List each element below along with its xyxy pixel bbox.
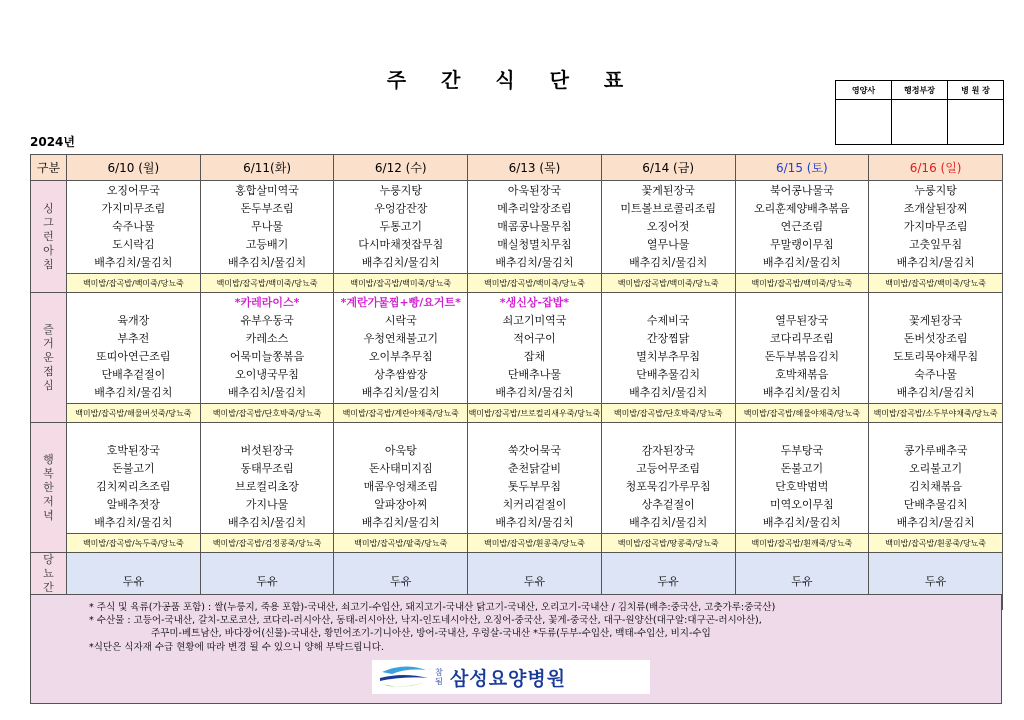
day-header: 6/10 (월) [67,155,201,181]
dish-item: 오이부추무침 [368,350,433,363]
dish-item: 홍합살미역국 [235,184,299,197]
dish-item: 배추김치/물김치 [762,256,841,269]
note-origin-staple: * 주식 및 육류(가공품 포함) : 쌀(누룽지, 죽용 포함)-국내산, 쇠고기-수입산, 돼지고기-국내산 닭고기-국내산, 오리고기-국내산 / 김치류(배추:중국산, 고춧가루:중국산) [89,602,776,613]
snack-cell: 두유 [67,553,201,610]
dish-item: 김치채볶음 [909,480,963,493]
dish-item: 배추김치/물김치 [495,256,574,269]
meal-row [31,181,1003,274]
meal-row [31,423,1003,534]
menu-cell [200,423,334,534]
dish-item: 또띠아연근조림 [96,350,171,363]
staple-cell: 백미밥/잡곡밥/땅콩죽/당뇨죽 [601,534,735,553]
note-change-notice: *식단은 식자재 수급 현황에 따라 변경 될 수 있으니 양해 부탁드립니다. [89,642,384,653]
dish-item: 배추김치/물김치 [495,516,574,529]
staple-cell: 백미밥/잡곡밥/단호박죽/당뇨죽 [601,404,735,423]
dish-item: 배추김치/물김치 [228,516,307,529]
dish-item: 배추김치/물김치 [896,386,975,399]
dish-item: 수제비국 [646,314,690,327]
menu-cell [334,293,468,404]
dish-item: 고등어무조림 [636,462,701,475]
dish-item: 육개장 [117,314,150,327]
dish-item: 알배추젓장 [106,498,160,511]
menu-cell [468,293,602,404]
dish-item: 쇠고기미역국 [502,314,567,327]
dish-item: 오징어젓 [646,220,690,233]
staple-row [31,534,1003,553]
dish-item: 도토리묵야채무침 [893,350,979,363]
logo-name: 삼성요양병원 [450,667,567,690]
staple-cell: 백미밥/잡곡밥/브로컬리새우죽/당뇨죽 [468,404,602,423]
menu-cell [869,423,1003,534]
dish-item: 배추김치/물김치 [94,256,173,269]
day-header: 6/11(화) [200,155,334,181]
menu-cell [334,181,468,274]
dish-item: 카레소스 [245,332,289,345]
dish-item: 오리불고기 [909,462,963,475]
dish-item: 호박채볶음 [775,368,829,381]
dish-item: 배추김치/물김치 [228,256,307,269]
dish-item: 북어콩나물국 [769,184,834,197]
dish-item: 무나물 [251,220,283,233]
dish-item: 오리훈제양배추볶음 [754,202,850,215]
menu-cell [735,293,869,404]
dish-item: 단배추물김치 [903,498,968,511]
day-header: 6/13 (목) [468,155,602,181]
dish-item: 잡채 [523,350,546,363]
dish-item: 매실청멸치무침 [497,238,572,251]
dish-item: 고춧잎무침 [909,238,963,251]
meal-label: 싱그런아침 [31,181,67,293]
staple-cell: 백미밥/잡곡밥/해물버섯죽/당뇨죽 [67,404,201,423]
dish-item: 연근조림 [780,220,824,233]
dish-item: 배추김치/물김치 [361,386,440,399]
dish-item: 미트볼브로콜리조림 [620,202,716,215]
dish-item: 꽃게된장국 [641,184,695,197]
meal-row [31,293,1003,404]
dish-item: 두부탕국 [780,444,824,457]
dish-item: 배추김치/물김치 [762,386,841,399]
menu-cell [601,181,735,274]
dish-item: 무말랭이무침 [769,238,834,251]
dish-item: 돈불고기 [112,462,155,475]
note-origin-seafood: * 수산물 : 고등어-국내산, 갈치-모로코산, 코다리-러시아산, 동태-러시아산, 낙지-인도네시아산, 오징어-중국산, 꽃게-중국산, 대구-원양산(대구알:대구곤-러시아산), [89,615,762,626]
dish-item: 도시락김 [112,238,155,251]
dish-item: 콩가루배추국 [903,444,968,457]
menu-cell [67,181,201,274]
menu-cell [869,181,1003,274]
snack-cell: 두유 [869,553,1003,610]
dish-item: 멸치부추무침 [636,350,701,363]
approval-box [835,80,1004,145]
dish-item: 배추김치/물김치 [629,256,708,269]
dish-item: 단배추나물 [507,368,562,381]
staple-row [31,404,1003,423]
dish-item: 호박된장국 [106,444,160,457]
menu-cell [735,181,869,274]
dish-item: 배추김치/물김치 [896,256,975,269]
staple-cell: 백미밥/잡곡밥/백미죽/당뇨죽 [334,274,468,293]
staple-cell: 백미밥/잡곡밥/흰콩죽/당뇨죽 [869,534,1003,553]
dish-item: 배추김치/물김치 [361,256,440,269]
approval-admin: 행정부장 [892,81,948,100]
menu-cell [468,181,602,274]
dish-item: 단배추겉절이 [101,368,166,381]
hospital-logo [372,660,650,694]
dish-item: 배추김치/물김치 [495,386,574,399]
dish-item: 배추김치/물김치 [94,516,173,529]
dish-item: 단호박범벅 [775,480,829,493]
menu-cell [601,293,735,404]
dish-item: 배추김치/물김치 [762,516,841,529]
dish-item: 누룽지탕 [379,184,423,197]
dish-item: 아욱된장국 [507,184,562,197]
dish-item: 부추전 [117,332,150,345]
dish-item: 숙주나물 [914,368,957,381]
dish-item: 유부우동국 [240,314,294,327]
dish-item: 미역오이무침 [769,498,834,511]
dish-item: 가지마무조림 [903,220,968,233]
header-label: 구분 [31,155,67,181]
dish-item: 매콤우엉채조림 [363,480,438,493]
dish-item: 상추겉절이 [641,498,695,511]
signature-cell [892,100,948,145]
approval-dietitian: 영양사 [836,81,892,100]
menu-cell [735,423,869,534]
dish-item: 감자된장국 [641,444,695,457]
staple-cell: 백미밥/잡곡밥/흰콩죽/당뇨죽 [468,534,602,553]
menu-cell [67,423,201,534]
signature-cell [948,100,1004,145]
menu-cell [601,423,735,534]
dish-item: 열무나물 [646,238,690,251]
staple-cell: 백미밥/잡곡밥/흰깨죽/당뇨죽 [735,534,869,553]
staple-cell: 백미밥/잡곡밥/백미죽/당뇨죽 [869,274,1003,293]
dish-item: 꽃게된장국 [909,314,963,327]
dish-item: 매콤콩나물무침 [497,220,572,233]
header-row [31,155,1003,181]
s-swoosh-icon [378,664,430,690]
dish-item: 쑥갓어묵국 [507,444,562,457]
snack-cell: 두유 [468,553,602,610]
dish-item: 돈두부조림 [240,202,294,215]
staple-cell: 백미밥/잡곡밥/검정콩죽/당뇨죽 [200,534,334,553]
dish-item: 돈두부볶음김치 [764,350,840,363]
dish-item: 열무된장국 [775,314,829,327]
menu-cell [200,181,334,274]
dish-item: 시락국 [384,314,417,327]
dish-item: 적어구이 [513,332,556,345]
snack-cell: 두유 [334,553,468,610]
day-header: 6/12 (수) [334,155,468,181]
dish-item: 메추리알장조림 [497,202,572,215]
dish-item: 치커리겉절이 [502,498,567,511]
menu-table [30,154,1003,610]
dish-item: 브로컬리초장 [235,480,299,493]
staple-cell: 백미밥/잡곡밥/단호박죽/당뇨죽 [200,404,334,423]
snack-label: 당뇨간 [31,553,67,610]
menu-cell [200,293,334,404]
staple-cell: 백미밥/잡곡밥/팥죽/당뇨죽 [334,534,468,553]
dish-item: 배추김치/물김치 [896,516,975,529]
dish-item: 누룽지탕 [914,184,957,197]
dish-item: 단배추물김치 [636,368,701,381]
meal-label: 행복한저녁 [31,423,67,553]
dish-item: 숙주나물 [112,220,155,233]
staple-cell: 백미밥/잡곡밥/녹두죽/당뇨죽 [67,534,201,553]
dish-item: 돈사태미지짐 [368,462,433,475]
snack-cell: 두유 [200,553,334,610]
year-label: 2024년 [30,135,75,149]
dish-item: *생신상-잡밥* [499,296,570,309]
staple-cell: 백미밥/잡곡밥/백미죽/당뇨죽 [468,274,602,293]
menu-cell [869,293,1003,404]
dish-item: *카레라이스* [234,296,300,309]
dish-item: 버섯된장국 [240,444,294,457]
menu-cell [334,423,468,534]
dish-item: 우엉감잔장 [374,202,428,215]
staple-cell: 백미밥/잡곡밥/백미죽/당뇨죽 [601,274,735,293]
dish-item: 상추쌈쌈장 [374,368,428,381]
dish-item: 우청연채불고기 [363,332,438,345]
dish-item: *계란가물찜+빵/요거트* [340,296,461,309]
dish-item: 간장찜닭 [646,332,690,345]
menu-cell [67,293,201,404]
dish-item: 배추김치/물김치 [94,386,173,399]
logo-prefix: 참 됨 [435,668,443,686]
staple-cell: 백미밥/잡곡밥/백미죽/당뇨죽 [67,274,201,293]
staple-cell: 백미밥/잡곡밥/백미죽/당뇨죽 [200,274,334,293]
dish-item: 가지미무조림 [101,202,166,215]
dish-item: 배추김치/물김치 [228,386,307,399]
dish-item: 동태무조림 [240,462,294,475]
day-header-saturday: 6/15 (토) [735,155,869,181]
staple-cell: 백미밥/잡곡밥/소두부야채죽/당뇨죽 [869,404,1003,423]
dish-item: 조개살된장찌 [903,202,968,215]
staple-cell: 백미밥/잡곡밥/백미죽/당뇨죽 [735,274,869,293]
dish-item: 두통고기 [379,220,423,233]
meal-label: 즐거운점심 [31,293,67,423]
dish-item: 돈불고기 [780,462,824,475]
staple-row [31,274,1003,293]
dish-item: 돈버섯장조림 [903,332,968,345]
dish-item: 춘천닭갈비 [507,462,562,475]
dish-item: 배추김치/물김치 [629,386,708,399]
dish-item: 배추김치/물김치 [361,516,440,529]
dish-item: 어묵미늘쫑볶음 [229,350,305,363]
signature-cell [836,100,892,145]
note-origin-seafood-cont: 주꾸미-베트남산, 바다장어(신물)-국내산, 황민어조기-기니아산, 방어-국내산, 우렁살-국내산 *두류(두부-수입산, 백태-수입산, 비지-수입 [151,628,711,639]
dish-item: 배추김치/물김치 [629,516,708,529]
snack-cell: 두유 [601,553,735,610]
staple-cell: 백미밥/잡곡밥/계란야채죽/당뇨죽 [334,404,468,423]
dish-item: 오징어무국 [106,184,160,197]
dish-item: 알파장아찌 [374,498,428,511]
dish-item: 김치찌리츠조림 [96,480,171,493]
staple-cell: 백미밥/잡곡밥/해물야채죽/당뇨죽 [735,404,869,423]
day-header-sunday: 6/16 (일) [869,155,1003,181]
page-title: 주 간 식 단 표 [386,68,638,92]
dish-item: 청포묵김가루무침 [625,480,711,493]
menu-cell [468,423,602,534]
dish-item: 오이냉국무침 [235,368,299,381]
snack-cell: 두유 [735,553,869,610]
approval-director: 병 원 장 [948,81,1004,100]
dish-item: 다시마채젓잡무침 [358,238,444,251]
day-header: 6/14 (금) [601,155,735,181]
dish-item: 톳두부무침 [507,480,562,493]
dish-item: 가지나물 [245,498,289,511]
dish-item: 코다리무조림 [769,332,834,345]
dish-item: 아욱탕 [384,444,417,457]
dish-item: 고등배기 [245,238,289,251]
